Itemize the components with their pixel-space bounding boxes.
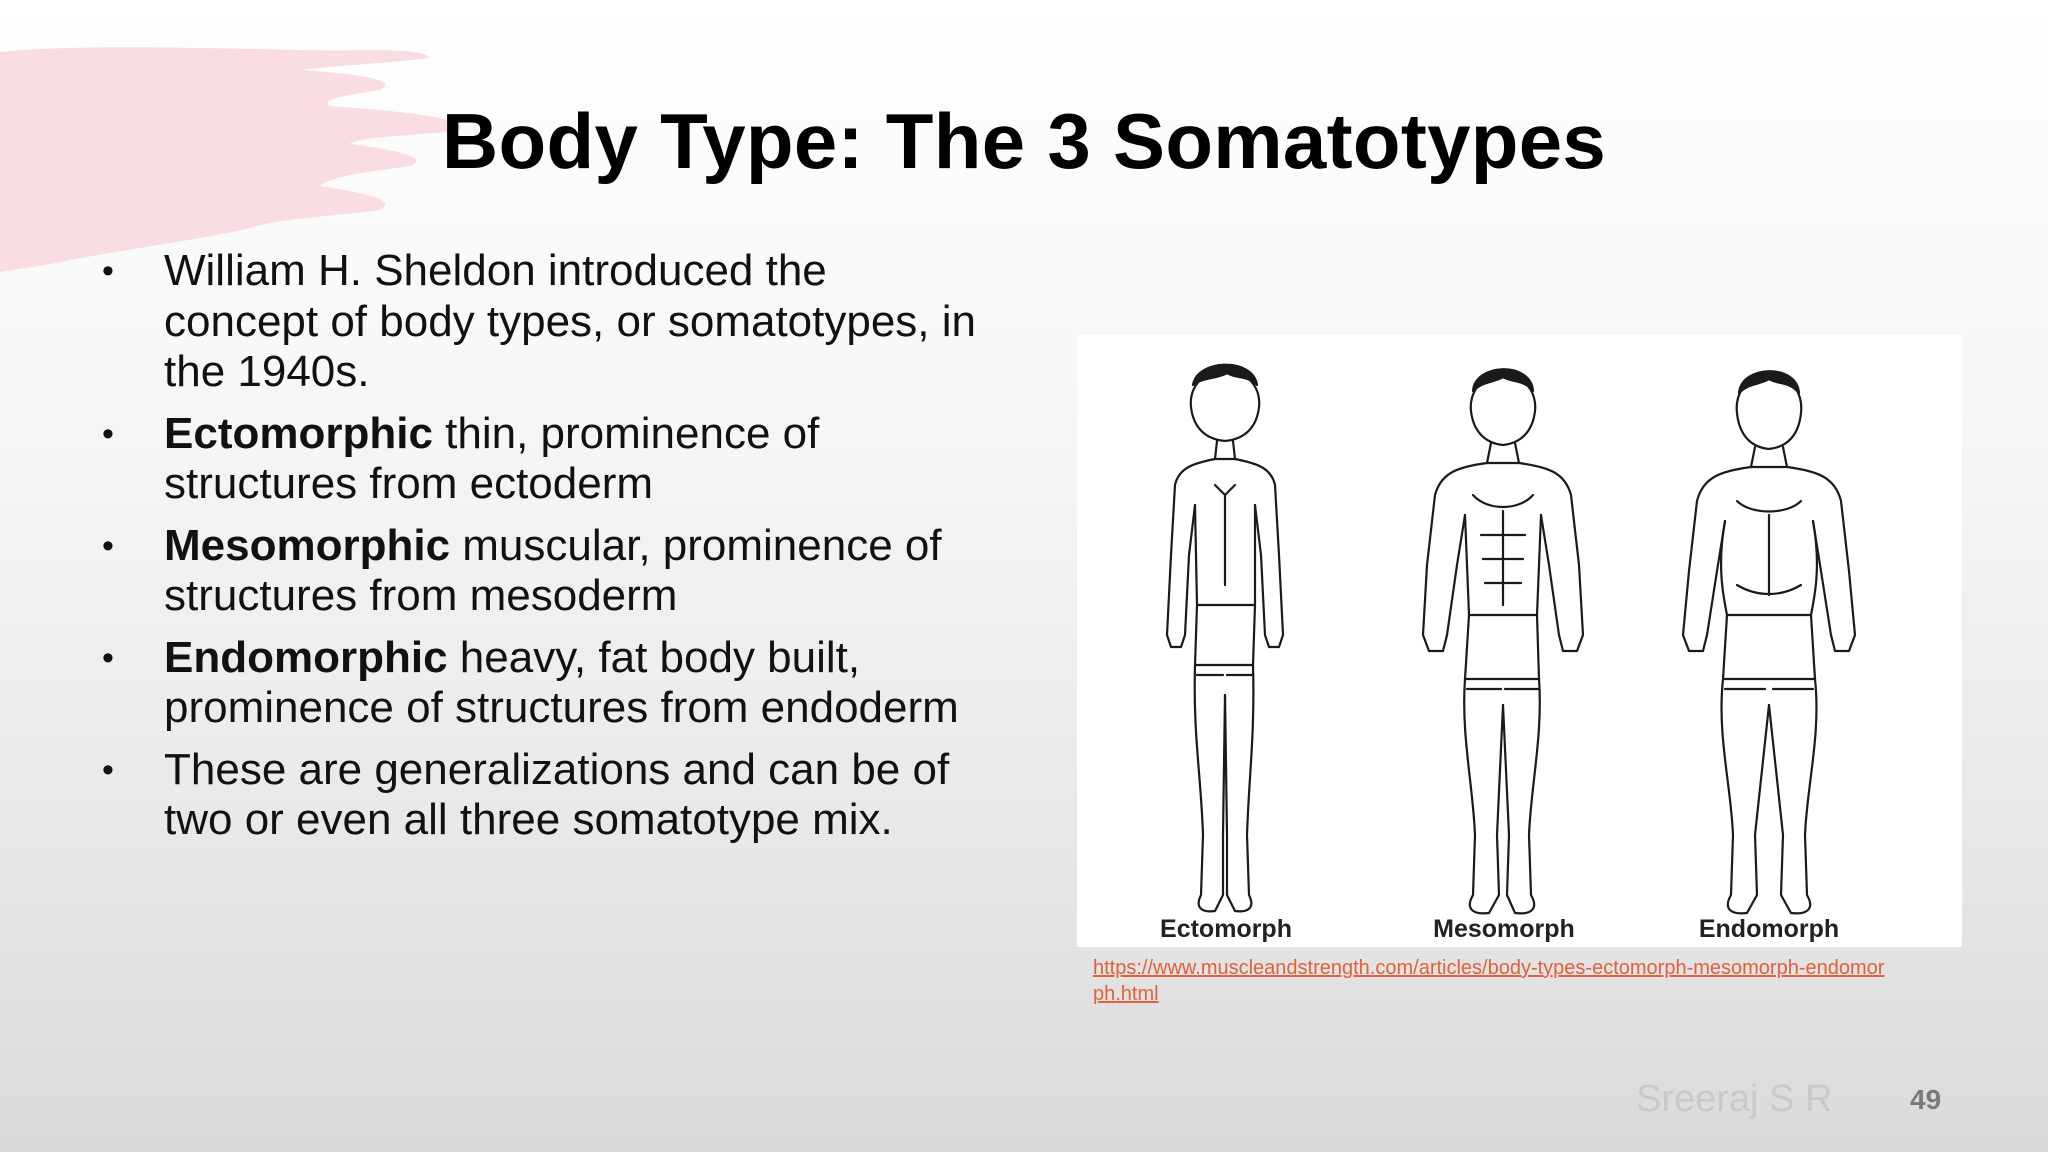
bullet-text: thin, prominence of structures from ectoderm	[164, 408, 820, 508]
bullet-item	[100, 409, 980, 510]
bullet-dot: •	[102, 750, 114, 789]
caption-mesomorph: Mesomorph	[1433, 915, 1575, 943]
bullet-item	[100, 521, 980, 622]
bullet-list	[100, 246, 980, 857]
caption-endomorph: Endomorph	[1698, 915, 1840, 943]
author-name: Sreeraj S R	[1636, 1078, 1833, 1120]
bullet-text: heavy, fat body built, prominence of structures from endoderm	[164, 632, 959, 732]
bullet-text: These are generalizations and can be of two or even all three somatotype mix.	[164, 744, 950, 844]
ectomorph-figure	[1167, 365, 1283, 912]
page-number: 49	[1910, 1084, 1942, 1115]
caption-ectomorph: Ectomorph	[1160, 915, 1292, 943]
bullet-text: muscular, prominence of structures from mesoderm	[164, 520, 942, 620]
endomorph-figure	[1683, 371, 1855, 913]
bullet-dot: •	[102, 526, 114, 565]
somatotype-illustration	[1077, 335, 1962, 947]
bullet-item	[100, 745, 980, 846]
bullet-item	[100, 633, 980, 734]
bullet-dot: •	[102, 414, 114, 453]
bullet-term: Endomorphic	[164, 632, 448, 682]
mesomorph-figure	[1423, 369, 1583, 913]
slide-title: Body Type: The 3 Somatotypes	[441, 97, 1607, 185]
bullet-term: Mesomorphic	[164, 520, 451, 570]
bullet-item	[100, 246, 980, 398]
bullet-dot: •	[102, 252, 114, 290]
bullet-dot: •	[102, 638, 114, 677]
source-link[interactable]: https://www.muscleandstrength.com/articles/body-types-ectomorph-mesomorph-endomorph.html	[1093, 957, 1885, 1005]
bullet-text: William H. Sheldon introduced the concept of body types, or somatotypes, in the 1940s.	[164, 246, 977, 396]
bullet-term: Ectomorphic	[164, 408, 433, 458]
